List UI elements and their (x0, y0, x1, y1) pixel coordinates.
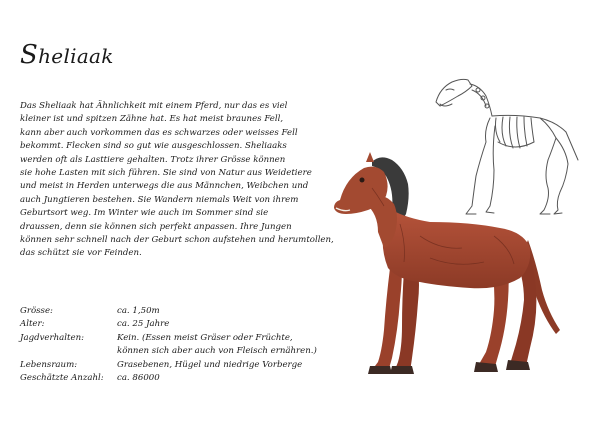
description-line: Geburtsort weg. Im Winter wie auch im Sommer sind sie (20, 208, 269, 219)
description-line: können sehr schnell nach der Geburt schon aufstehen und herumtollen, (20, 235, 334, 246)
page-title: Sheliaak (20, 40, 114, 70)
stat-value-line: Kein. (Essen meist Gräser oder Früchte, (117, 332, 293, 343)
stat-value-line: ca. 1,50m (117, 306, 160, 316)
description-line: werden oft als Lasttiere gehalten. Trotz ihrer Grösse können (20, 154, 286, 165)
description-line: Das Sheliaak hat Ähnlichkeit mit einem Pferd, nur das es viel (20, 101, 288, 111)
stat-label: Geschätzte Anzahl: (20, 373, 104, 384)
stat-value-line: können sich aber auch von Fleisch ernähren.) (117, 346, 317, 357)
description-line: kann aber auch vorkommen das es schwarzes oder weisses Fell (20, 127, 298, 138)
stat-value-line: ca. 25 Jahre (117, 319, 170, 330)
description-line: und meist in Herden unterwegs die aus Männchen, Weibchen und (20, 181, 309, 192)
description-line: das schützt sie vor Feinden. (20, 248, 142, 259)
stat-value-line: Grasebenen, Hügel und niedrige Vorberge (117, 359, 303, 370)
description-line: bekommt. Flecken sind so gut wie ausgeschlossen. Sheliaaks (20, 141, 287, 152)
stat-label: Alter: (20, 319, 45, 330)
stat-label: Lebensraum: (20, 359, 78, 370)
stat-value-line: ca. 86000 (117, 373, 160, 384)
stat-label: Jagdverhalten: (20, 332, 84, 343)
description-line: auch Jungtieren bestehen. Sie Wandern niemals Weit von ihrem (20, 194, 299, 205)
description-line: sie hohe Lasten mit sich führen. Sie sind von Natur aus Weidetiere (20, 168, 312, 179)
description-line: kleiner ist und spitzen Zähne hat. Es hat meist braunes Fell, (20, 114, 284, 125)
description-line: draussen, denn sie können sich perfekt anpassen. Ihre Jungen (20, 221, 292, 232)
stat-label: Grösse: (20, 306, 53, 316)
